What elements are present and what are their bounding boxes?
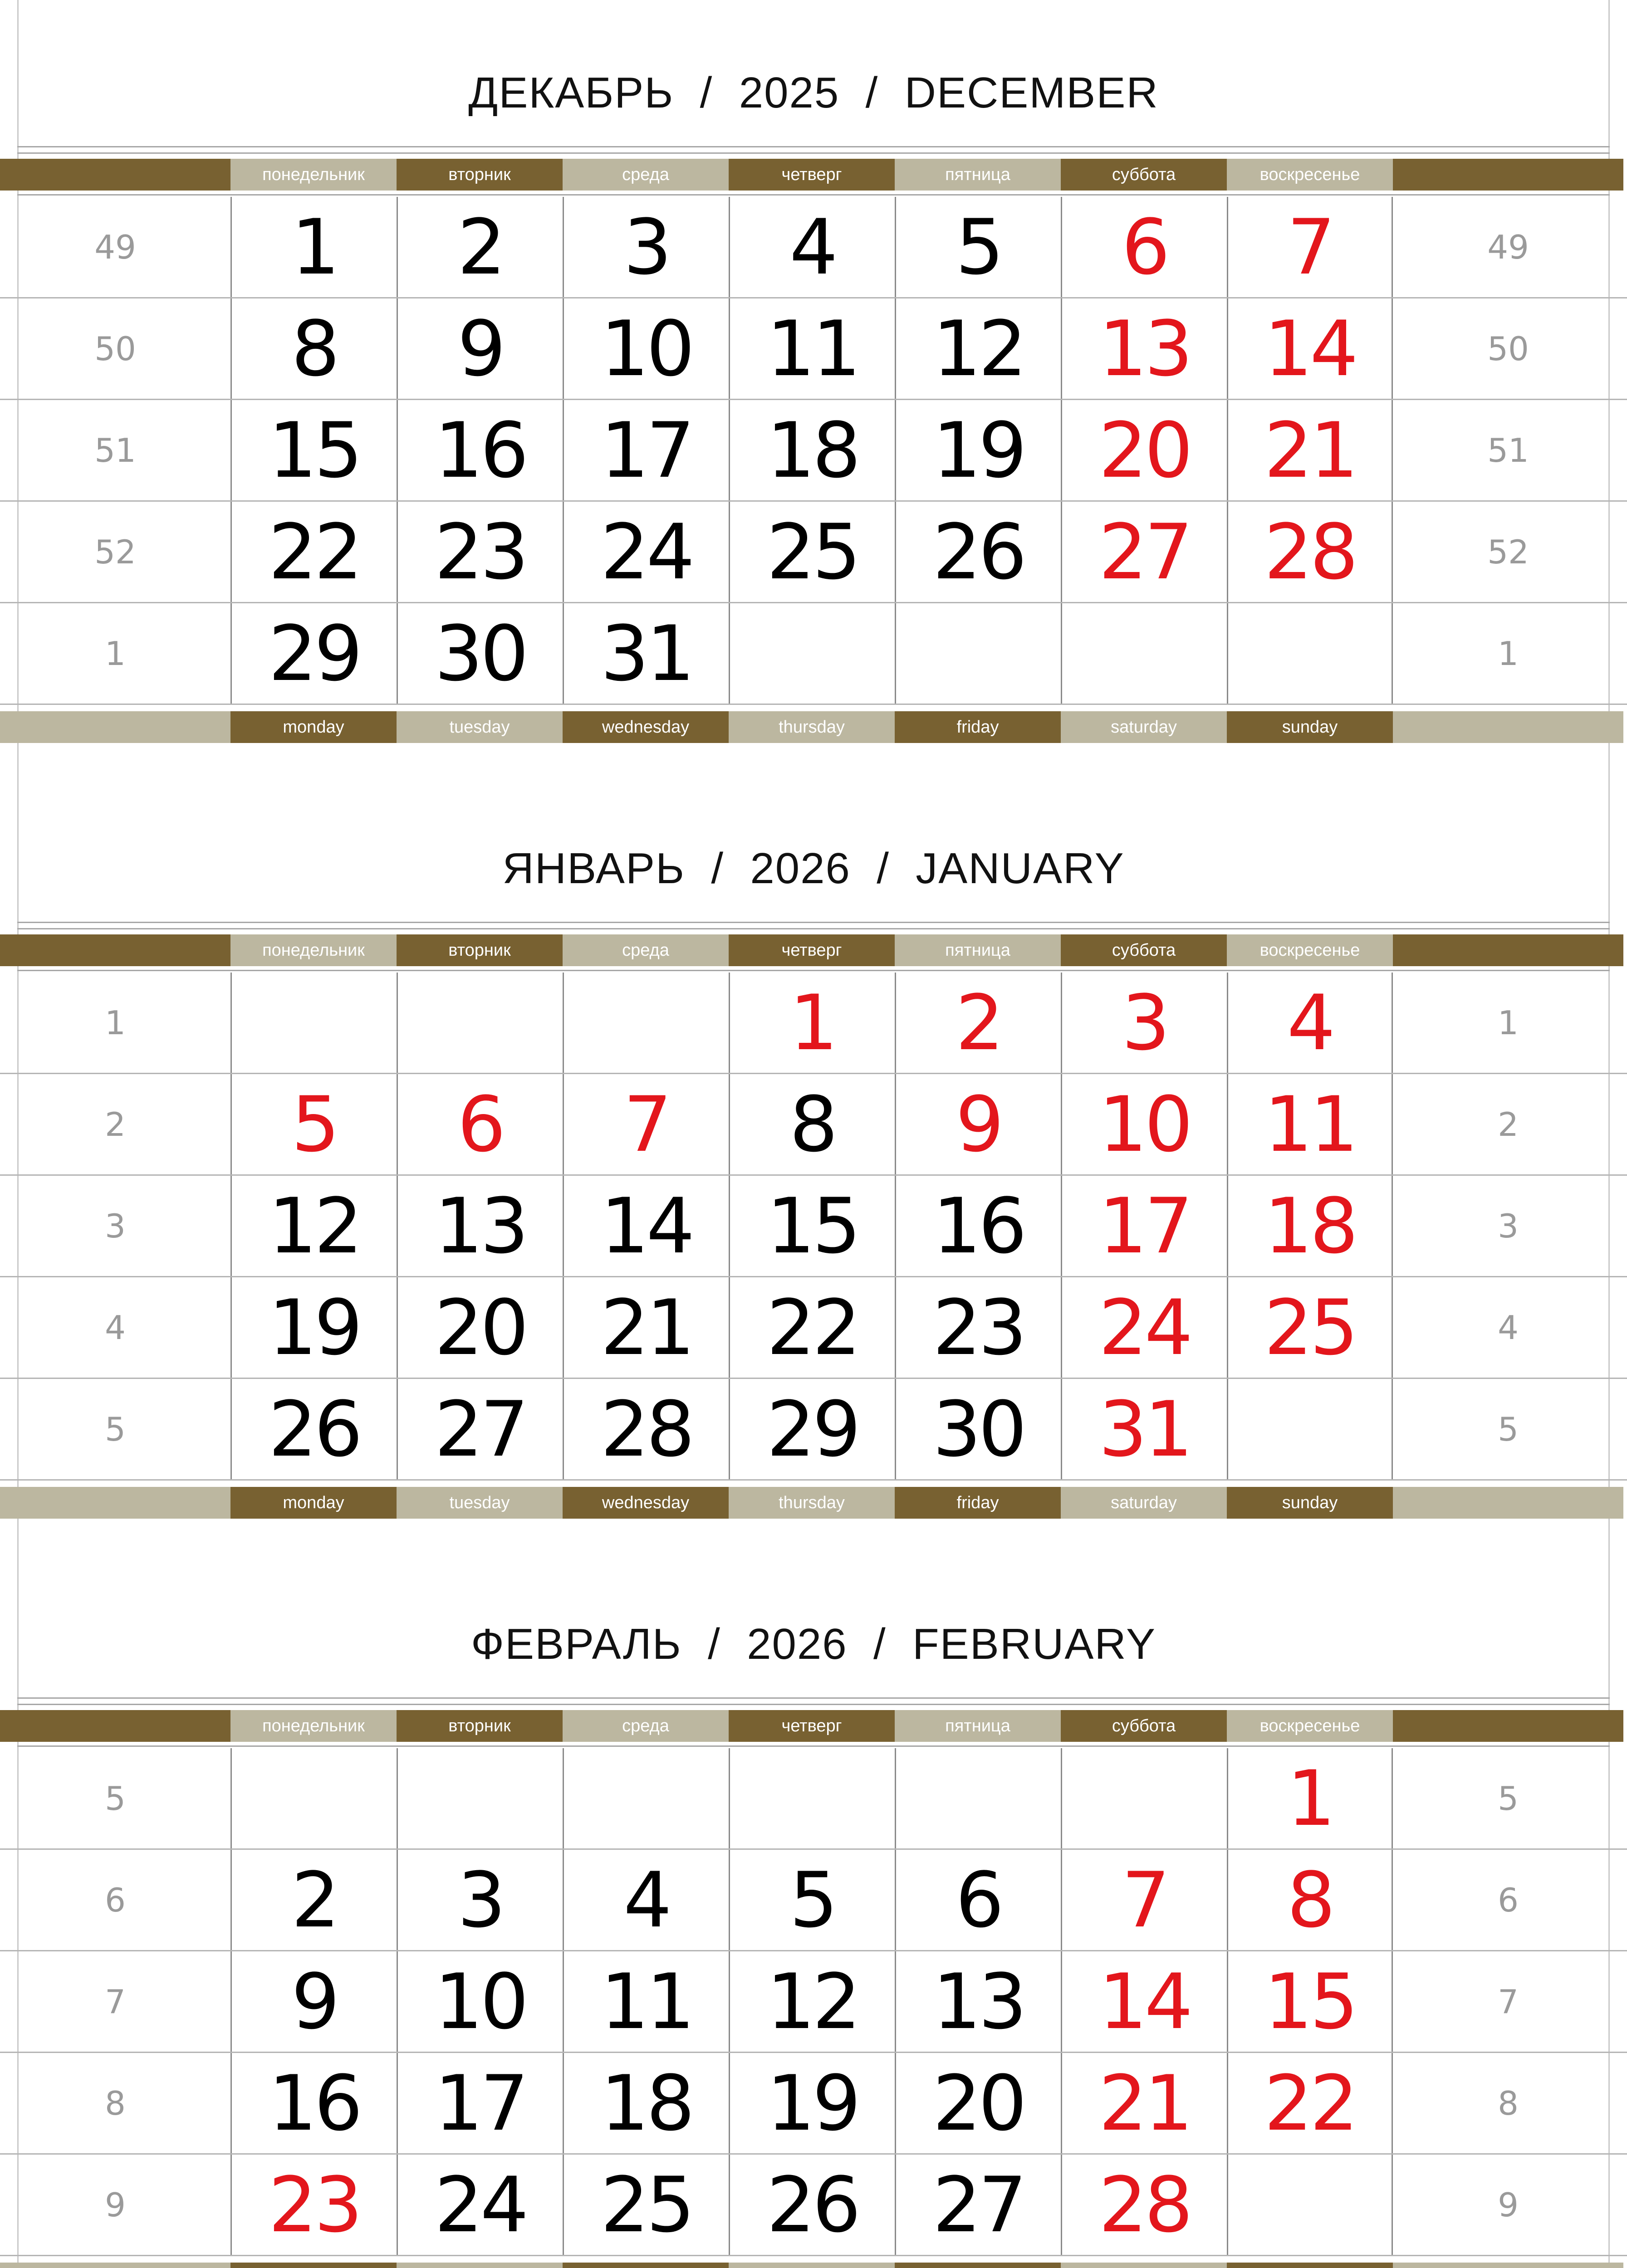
band-side-block xyxy=(1393,1487,1623,1519)
day-cell: 3 xyxy=(397,1850,563,1950)
week-row xyxy=(0,197,1627,298)
day-cell: 5 xyxy=(895,197,1061,297)
day-cell: 26 xyxy=(230,1379,397,1479)
day-cell: 11 xyxy=(1227,1074,1393,1174)
day-cell: 10 xyxy=(1061,1074,1227,1174)
day-cell: 20 xyxy=(397,1277,563,1378)
day-cell: 27 xyxy=(895,2155,1061,2255)
day-cell: 8 xyxy=(1227,1850,1393,1950)
day-cell: 23 xyxy=(397,502,563,602)
weekday-label: sunday xyxy=(1227,711,1393,743)
weekday-label: wednesday xyxy=(563,711,729,743)
week-number-right: 5 xyxy=(1498,1779,1519,1818)
day-cell: 19 xyxy=(230,1277,397,1378)
day-cell xyxy=(895,603,1061,704)
day-cell xyxy=(729,603,895,704)
weekday-label: среда xyxy=(563,1710,729,1742)
weekday-label: wednesday xyxy=(563,1487,729,1519)
day-cell: 21 xyxy=(1227,400,1393,500)
week-row xyxy=(0,298,1627,400)
weekday-label: суббота xyxy=(1061,1710,1227,1742)
day-cell: 6 xyxy=(397,1074,563,1174)
day-cell: 13 xyxy=(397,1176,563,1276)
day-cell: 18 xyxy=(1227,1176,1393,1276)
weekday-label: среда xyxy=(563,159,729,191)
week-number-left: 3 xyxy=(105,1207,126,1245)
week-number-left: 4 xyxy=(105,1308,126,1347)
bottom-weekday-band xyxy=(0,1487,1627,1519)
divider-line xyxy=(17,152,1610,154)
week-number-left: 9 xyxy=(105,2185,126,2224)
weekday-label: понедельник xyxy=(230,159,397,191)
day-cell: 7 xyxy=(1227,197,1393,297)
day-cell: 1 xyxy=(1227,1748,1393,1848)
divider-line xyxy=(17,1745,1610,1747)
week-number-right: 7 xyxy=(1498,1982,1519,2021)
day-cell: 29 xyxy=(230,603,397,704)
week-number-left: 1 xyxy=(105,634,126,673)
divider-line xyxy=(17,1704,1610,1705)
day-cell: 24 xyxy=(563,502,729,602)
weekday-label: четверг xyxy=(729,159,895,191)
month-section xyxy=(0,776,1627,1551)
weekday-label: tuesday xyxy=(397,711,563,743)
week-number-left: 52 xyxy=(94,533,136,571)
day-cell xyxy=(1227,2155,1393,2255)
day-cell: 12 xyxy=(895,298,1061,399)
weekday-label: friday xyxy=(895,1487,1061,1519)
day-cell: 1 xyxy=(729,973,895,1073)
day-cell: 23 xyxy=(230,2155,397,2255)
weekday-label xyxy=(563,2263,729,2268)
band-side-block xyxy=(1393,1710,1623,1742)
week-row xyxy=(0,1176,1627,1277)
weekday-label: saturday xyxy=(1061,711,1227,743)
weekday-label: воскресенье xyxy=(1227,1710,1393,1742)
day-cell: 13 xyxy=(895,1951,1061,2052)
day-cell: 16 xyxy=(397,400,563,500)
week-row xyxy=(0,2155,1627,2256)
day-cell: 10 xyxy=(397,1951,563,2052)
bottom-weekday-band xyxy=(0,711,1627,743)
day-cell: 6 xyxy=(895,1850,1061,1950)
week-number-left: 5 xyxy=(105,1779,126,1818)
day-cell: 26 xyxy=(729,2155,895,2255)
week-row xyxy=(0,2053,1627,2155)
day-cell: 24 xyxy=(397,2155,563,2255)
week-number-right: 6 xyxy=(1498,1881,1519,1919)
day-cell: 19 xyxy=(729,2053,895,2153)
day-cell: 12 xyxy=(230,1176,397,1276)
weekday-label: saturday xyxy=(1061,1487,1227,1519)
day-cell: 8 xyxy=(729,1074,895,1174)
day-cell xyxy=(1061,1748,1227,1848)
week-number-left: 8 xyxy=(105,2084,126,2122)
divider-line xyxy=(17,1697,1610,1699)
day-cell: 17 xyxy=(1061,1176,1227,1276)
week-number-right: 1 xyxy=(1498,1003,1519,1042)
day-cell: 18 xyxy=(729,400,895,500)
day-cell: 25 xyxy=(729,502,895,602)
week-row xyxy=(0,1951,1627,2053)
weekday-label xyxy=(895,2263,1061,2268)
day-cell: 20 xyxy=(895,2053,1061,2153)
week-number-right: 49 xyxy=(1487,228,1529,266)
day-cell: 5 xyxy=(729,1850,895,1950)
day-cell: 7 xyxy=(1061,1850,1227,1950)
day-cell: 2 xyxy=(230,1850,397,1950)
week-number-right: 5 xyxy=(1498,1410,1519,1448)
week-number-left: 49 xyxy=(94,228,136,266)
day-cell: 4 xyxy=(1227,973,1393,1073)
day-cell: 9 xyxy=(397,298,563,399)
day-cell xyxy=(1227,603,1393,704)
month-title: ЯНВАРЬ / 2026 / JANUARY xyxy=(502,844,1125,893)
week-number-left: 5 xyxy=(105,1410,126,1448)
week-number-left: 1 xyxy=(105,1003,126,1042)
day-cell xyxy=(729,1748,895,1848)
day-cell xyxy=(230,1748,397,1848)
band-side-block xyxy=(1393,711,1623,743)
day-cell: 14 xyxy=(563,1176,729,1276)
day-cell: 9 xyxy=(895,1074,1061,1174)
bottom-weekday-band xyxy=(0,2263,1627,2268)
weekday-label: пятница xyxy=(895,1710,1061,1742)
day-cell: 30 xyxy=(397,603,563,704)
band-side-block xyxy=(1393,159,1623,191)
day-cell: 13 xyxy=(1061,298,1227,399)
day-cell xyxy=(895,1748,1061,1848)
month-section xyxy=(0,0,1627,776)
day-cell: 25 xyxy=(1227,1277,1393,1378)
week-number-left: 50 xyxy=(94,329,136,368)
day-cell: 11 xyxy=(729,298,895,399)
day-cell xyxy=(563,1748,729,1848)
day-cell: 2 xyxy=(397,197,563,297)
weekday-label: monday xyxy=(230,711,397,743)
week-number-right: 1 xyxy=(1498,634,1519,673)
divider-line xyxy=(17,146,1610,147)
week-number-right: 2 xyxy=(1498,1105,1519,1144)
day-cell: 29 xyxy=(729,1379,895,1479)
week-number-left: 2 xyxy=(105,1105,126,1144)
week-number-right: 4 xyxy=(1498,1308,1519,1347)
day-cell: 8 xyxy=(230,298,397,399)
week-row xyxy=(0,1277,1627,1379)
day-cell: 28 xyxy=(563,1379,729,1479)
weekday-label: понедельник xyxy=(230,1710,397,1742)
weekday-label: четверг xyxy=(729,1710,895,1742)
day-cell xyxy=(230,973,397,1073)
weekday-label: thursday xyxy=(729,711,895,743)
band-side-block xyxy=(0,934,230,966)
weekday-label: суббота xyxy=(1061,934,1227,966)
day-cell xyxy=(397,973,563,1073)
week-number-right: 9 xyxy=(1498,2185,1519,2224)
day-cell: 2 xyxy=(895,973,1061,1073)
day-cell: 4 xyxy=(563,1850,729,1950)
weekday-label: friday xyxy=(895,711,1061,743)
band-side-block xyxy=(0,1710,230,1742)
weekday-label: суббота xyxy=(1061,159,1227,191)
day-cell: 24 xyxy=(1061,1277,1227,1378)
weekday-label: sunday xyxy=(1227,1487,1393,1519)
day-cell xyxy=(1061,603,1227,704)
day-cell: 20 xyxy=(1061,400,1227,500)
weekday-label: monday xyxy=(230,1487,397,1519)
band-side-block xyxy=(0,1487,230,1519)
day-cell: 21 xyxy=(563,1277,729,1378)
day-cell: 26 xyxy=(895,502,1061,602)
week-number-right: 51 xyxy=(1487,431,1529,469)
weekday-label: пятница xyxy=(895,159,1061,191)
weekday-label: вторник xyxy=(397,934,563,966)
weekday-label: thursday xyxy=(729,1487,895,1519)
band-side-block xyxy=(0,159,230,191)
day-cell: 31 xyxy=(563,603,729,704)
week-row xyxy=(0,400,1627,502)
weekday-label: вторник xyxy=(397,1710,563,1742)
week-row xyxy=(0,1748,1627,1850)
day-cell: 25 xyxy=(563,2155,729,2255)
day-cell: 23 xyxy=(895,1277,1061,1378)
top-weekday-band xyxy=(0,159,1627,191)
day-cell: 27 xyxy=(1061,502,1227,602)
day-cell: 27 xyxy=(397,1379,563,1479)
week-number-right: 50 xyxy=(1487,329,1529,368)
week-row xyxy=(0,973,1627,1074)
divider-line xyxy=(17,922,1610,923)
week-row xyxy=(0,502,1627,603)
day-cell: 15 xyxy=(1227,1951,1393,2052)
day-cell: 28 xyxy=(1227,502,1393,602)
day-cell: 3 xyxy=(563,197,729,297)
day-cell: 18 xyxy=(563,2053,729,2153)
band-side-block xyxy=(1393,2263,1623,2268)
top-weekday-band xyxy=(0,1710,1627,1742)
band-side-block xyxy=(1393,934,1623,966)
week-number-right: 3 xyxy=(1498,1207,1519,1245)
day-cell xyxy=(397,1748,563,1848)
band-side-block xyxy=(0,711,230,743)
weekday-label xyxy=(397,2263,563,2268)
day-cell: 16 xyxy=(895,1176,1061,1276)
day-cell: 5 xyxy=(230,1074,397,1174)
week-row xyxy=(0,603,1627,705)
day-cell: 22 xyxy=(1227,2053,1393,2153)
week-number-right: 52 xyxy=(1487,533,1529,571)
month-grid xyxy=(0,1748,1627,2256)
week-number-right: 8 xyxy=(1498,2084,1519,2122)
weekday-label xyxy=(729,2263,895,2268)
month-grid xyxy=(0,197,1627,705)
day-cell: 9 xyxy=(230,1951,397,2052)
weekday-label: понедельник xyxy=(230,934,397,966)
month-title: ДЕКАБРЬ / 2025 / DECEMBER xyxy=(468,68,1159,117)
day-cell: 30 xyxy=(895,1379,1061,1479)
day-cell: 16 xyxy=(230,2053,397,2153)
day-cell: 17 xyxy=(563,400,729,500)
divider-line xyxy=(17,194,1610,196)
week-row xyxy=(0,1074,1627,1176)
week-row xyxy=(0,1850,1627,1951)
day-cell: 7 xyxy=(563,1074,729,1174)
day-cell: 28 xyxy=(1061,2155,1227,2255)
month-section xyxy=(0,1551,1627,2268)
day-cell: 22 xyxy=(729,1277,895,1378)
weekday-label: среда xyxy=(563,934,729,966)
day-cell xyxy=(1227,1379,1393,1479)
weekday-label: воскресенье xyxy=(1227,159,1393,191)
divider-line xyxy=(17,970,1610,971)
day-cell xyxy=(563,973,729,1073)
day-cell: 15 xyxy=(729,1176,895,1276)
divider-line xyxy=(17,928,1610,929)
month-grid xyxy=(0,973,1627,1481)
day-cell: 4 xyxy=(729,197,895,297)
band-side-block xyxy=(0,2263,230,2268)
weekday-label: воскресенье xyxy=(1227,934,1393,966)
month-title: ФЕВРАЛЬ / 2026 / FEBRUARY xyxy=(470,1620,1157,1668)
day-cell: 19 xyxy=(895,400,1061,500)
day-cell: 12 xyxy=(729,1951,895,2052)
weekday-label xyxy=(1061,2263,1227,2268)
top-weekday-band xyxy=(0,934,1627,966)
day-cell: 3 xyxy=(1061,973,1227,1073)
week-number-left: 51 xyxy=(94,431,136,469)
day-cell: 11 xyxy=(563,1951,729,2052)
day-cell: 14 xyxy=(1061,1951,1227,2052)
weekday-label: tuesday xyxy=(397,1487,563,1519)
day-cell: 17 xyxy=(397,2053,563,2153)
weekday-label: четверг xyxy=(729,934,895,966)
day-cell: 14 xyxy=(1227,298,1393,399)
weekday-label xyxy=(1227,2263,1393,2268)
week-number-left: 6 xyxy=(105,1881,126,1919)
weekday-label: пятница xyxy=(895,934,1061,966)
day-cell: 31 xyxy=(1061,1379,1227,1479)
day-cell: 10 xyxy=(563,298,729,399)
week-number-left: 7 xyxy=(105,1982,126,2021)
day-cell: 22 xyxy=(230,502,397,602)
day-cell: 15 xyxy=(230,400,397,500)
weekday-label xyxy=(230,2263,397,2268)
weekday-label: вторник xyxy=(397,159,563,191)
week-row xyxy=(0,1379,1627,1481)
day-cell: 21 xyxy=(1061,2053,1227,2153)
day-cell: 1 xyxy=(230,197,397,297)
day-cell: 6 xyxy=(1061,197,1227,297)
